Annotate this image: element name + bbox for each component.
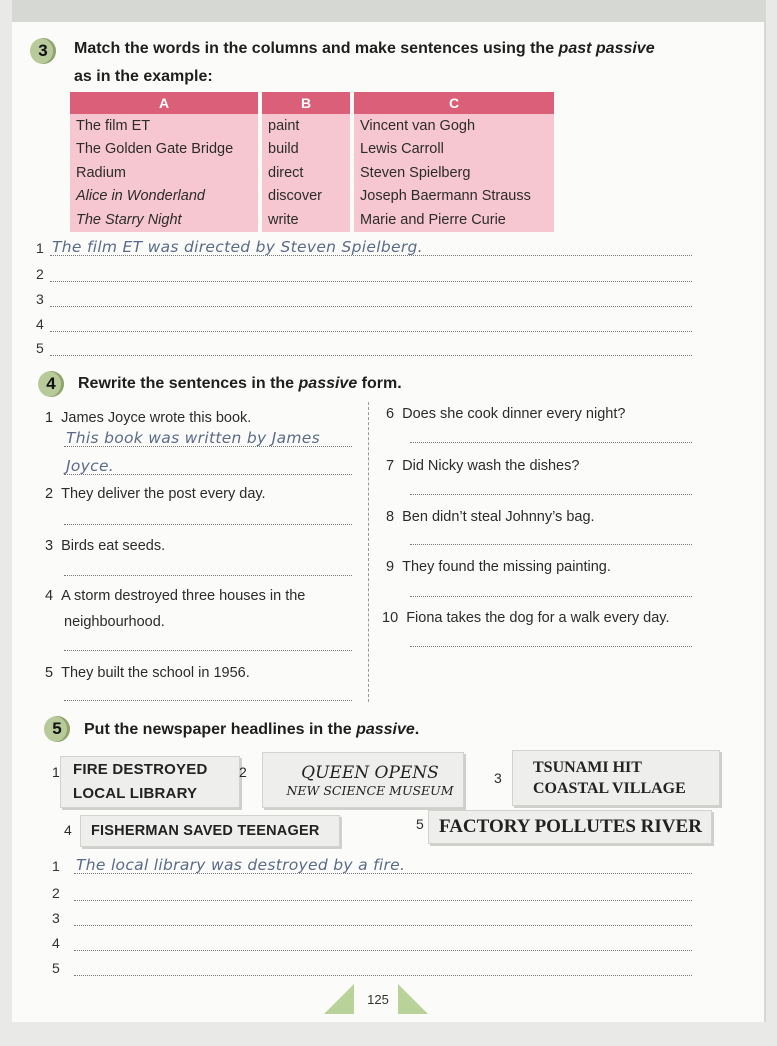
headline-card: [80, 815, 340, 847]
headline-text: FACTORY POLLUTES RIVER: [439, 816, 702, 837]
headline-card: [60, 756, 240, 808]
sentence-item: [386, 509, 595, 525]
table-row: [70, 114, 554, 138]
answer-line[interactable]: [36, 240, 692, 256]
answer-line[interactable]: [36, 291, 692, 307]
answer-line[interactable]: [52, 960, 692, 976]
answer-field[interactable]: [64, 457, 352, 475]
item-text: Did Nicky wash the dishes?: [402, 458, 580, 474]
item-number: 3: [45, 538, 54, 554]
exercise-4-instruction-italic: passive: [298, 375, 358, 392]
headline-number: 3: [494, 770, 502, 786]
answer-field[interactable]: [74, 936, 692, 951]
column-header-a: A: [70, 92, 260, 114]
sentence-item: [382, 610, 670, 626]
headline-number: 4: [64, 822, 72, 838]
answer-field[interactable]: [410, 440, 692, 443]
answer-field[interactable]: [64, 648, 352, 651]
exercise-4-instruction-end: form.: [357, 375, 402, 392]
item-text: Fiona takes the dog for a walk every day.: [406, 610, 670, 626]
item-text: Does she cook dinner every night?: [402, 406, 626, 422]
answer-number: 3: [52, 910, 60, 926]
sentence-item: [386, 406, 625, 422]
answer-number: 2: [52, 885, 60, 901]
item-number: 5: [45, 665, 54, 681]
answer-number: 2: [36, 266, 44, 282]
sentence-item: [45, 588, 305, 604]
answer-line[interactable]: [52, 910, 692, 926]
table-row: [70, 161, 554, 185]
page-tab-right: [398, 984, 428, 1014]
table-row: [70, 185, 554, 209]
table-cell: paint: [260, 114, 352, 138]
headline-number: 1: [52, 764, 60, 780]
exercise-4-instruction-text: Rewrite the sentences in the: [78, 375, 299, 392]
answer-line[interactable]: [36, 266, 692, 282]
table-cell: write: [260, 208, 352, 232]
handwritten-answer: The film ET was directed by Steven Spielberg.: [52, 238, 423, 256]
headline-text: FISHERMAN SAVED TEENAGER: [91, 823, 320, 839]
answer-field[interactable]: [410, 542, 692, 545]
answer-field[interactable]: [50, 292, 692, 307]
table-cell: Steven Spielberg: [352, 161, 554, 185]
headline-number: 2: [239, 764, 247, 780]
answer-number: 1: [52, 858, 60, 874]
headline-text: COASTAL VILLAGE: [533, 780, 686, 797]
table-row: [70, 208, 554, 232]
exercise-5-instruction-end: .: [414, 721, 420, 738]
answer-line[interactable]: [36, 316, 692, 332]
table-row: [70, 138, 554, 162]
item-number: 1: [45, 410, 54, 426]
table-cell: build: [260, 138, 352, 162]
answer-field[interactable]: [64, 573, 352, 576]
exercise-3-instruction-text: Match the words in the columns and make sentences using the: [74, 40, 559, 57]
answer-field[interactable]: [50, 267, 692, 282]
table-cell: The Golden Gate Bridge: [70, 138, 260, 162]
sentence-item: [45, 410, 251, 426]
table-cell: Vincent van Gogh: [352, 114, 554, 138]
page-number: 125: [367, 992, 389, 1007]
exercise-3-badge: 3: [30, 38, 56, 64]
item-number: 2: [45, 486, 54, 502]
answer-number: 4: [36, 316, 44, 332]
sentence-item: [386, 458, 579, 474]
answer-field[interactable]: [50, 317, 692, 332]
answer-field[interactable]: [64, 522, 352, 525]
headline-card: [512, 750, 720, 806]
exercise-4-badge: 4: [38, 371, 64, 397]
handwritten-answer: The local library was destroyed by a fire.: [76, 856, 406, 874]
page-tab-left: [324, 984, 354, 1014]
item-text: James Joyce wrote this book.: [61, 410, 252, 426]
headline-card: [428, 810, 712, 844]
headline-text: FIRE DESTROYED: [73, 761, 208, 778]
answer-field[interactable]: [410, 594, 692, 597]
table-cell: Lewis Carroll: [352, 138, 554, 162]
item-number: 7: [386, 458, 395, 474]
table-cell: Marie and Pierre Curie: [352, 208, 554, 232]
sentence-item-continued: neighbourhood.: [64, 614, 165, 630]
item-text: Ben didn’t steal Johnny’s bag.: [402, 509, 595, 525]
sentence-item: [386, 559, 611, 575]
item-text: They built the school in 1956.: [61, 665, 250, 681]
sentence-item: [45, 665, 250, 681]
answer-number: 5: [36, 340, 44, 356]
table-cell: The Starry Night: [70, 208, 260, 232]
column-header-c: C: [352, 92, 554, 114]
answer-field[interactable]: [74, 961, 692, 976]
headline-text: QUEEN OPENS: [301, 762, 439, 783]
exercise-3-instruction-line2: as in the example:: [74, 68, 213, 85]
table-cell: Joseph Baermann Strauss: [352, 185, 554, 209]
exercise-3-instruction-italic: past passive: [558, 40, 655, 57]
item-text: Birds eat seeds.: [61, 538, 166, 554]
table-cell: The film ET: [70, 114, 260, 138]
answer-number: 5: [52, 960, 60, 976]
match-table: [70, 92, 554, 232]
item-number: 10: [382, 610, 399, 626]
answer-line[interactable]: [36, 340, 692, 356]
top-strip: [12, 0, 764, 22]
answer-line[interactable]: [52, 885, 692, 901]
exercise-5-instruction-italic: passive: [356, 721, 415, 738]
answer-number: 1: [36, 240, 44, 256]
answer-field[interactable]: [410, 644, 692, 647]
exercise-4-instruction: [78, 375, 402, 393]
answer-line[interactable]: [52, 858, 692, 874]
headline-number: 5: [416, 816, 424, 832]
table-cell: discover: [260, 185, 352, 209]
answer-number: 4: [52, 935, 60, 951]
table-cell: Radium: [70, 161, 260, 185]
answer-field[interactable]: [64, 429, 352, 447]
answer-field[interactable]: [74, 911, 692, 926]
item-number: 9: [386, 559, 395, 575]
answer-field[interactable]: [410, 492, 692, 495]
item-text: They deliver the post every day.: [61, 486, 266, 502]
exercise-5-instruction: [84, 721, 419, 739]
table-cell: Alice in Wonderland: [70, 185, 260, 209]
answer-field[interactable]: [64, 698, 352, 701]
answer-field[interactable]: [50, 238, 692, 256]
item-number: 4: [45, 588, 54, 604]
item-text: A storm destroyed three houses in the: [61, 588, 306, 604]
column-divider: [368, 402, 369, 702]
answer-number: 3: [36, 291, 44, 307]
headline-text: TSUNAMI HIT: [533, 759, 642, 776]
table-cell: direct: [260, 161, 352, 185]
item-number: 8: [386, 509, 395, 525]
sentence-item: [45, 538, 165, 554]
headline-text: LOCAL LIBRARY: [73, 785, 198, 802]
answer-field[interactable]: [50, 341, 692, 356]
item-text: They found the missing painting.: [402, 559, 611, 575]
item-number: 6: [386, 406, 395, 422]
exercise-3-instruction: [74, 40, 655, 58]
sentence-item: [45, 486, 266, 502]
headline-text: NEW SCIENCE MUSEUM: [286, 782, 454, 798]
answer-field[interactable]: [74, 886, 692, 901]
handwritten-answer: Joyce.: [66, 457, 115, 475]
headline-card: [262, 752, 464, 808]
exercise-5-badge: 5: [44, 716, 70, 742]
handwritten-answer: This book was written by James: [66, 429, 321, 447]
answer-field[interactable]: [74, 856, 692, 874]
exercise-5-instruction-text: Put the newspaper headlines in the: [84, 721, 357, 738]
column-header-b: B: [260, 92, 352, 114]
answer-line[interactable]: [52, 935, 692, 951]
